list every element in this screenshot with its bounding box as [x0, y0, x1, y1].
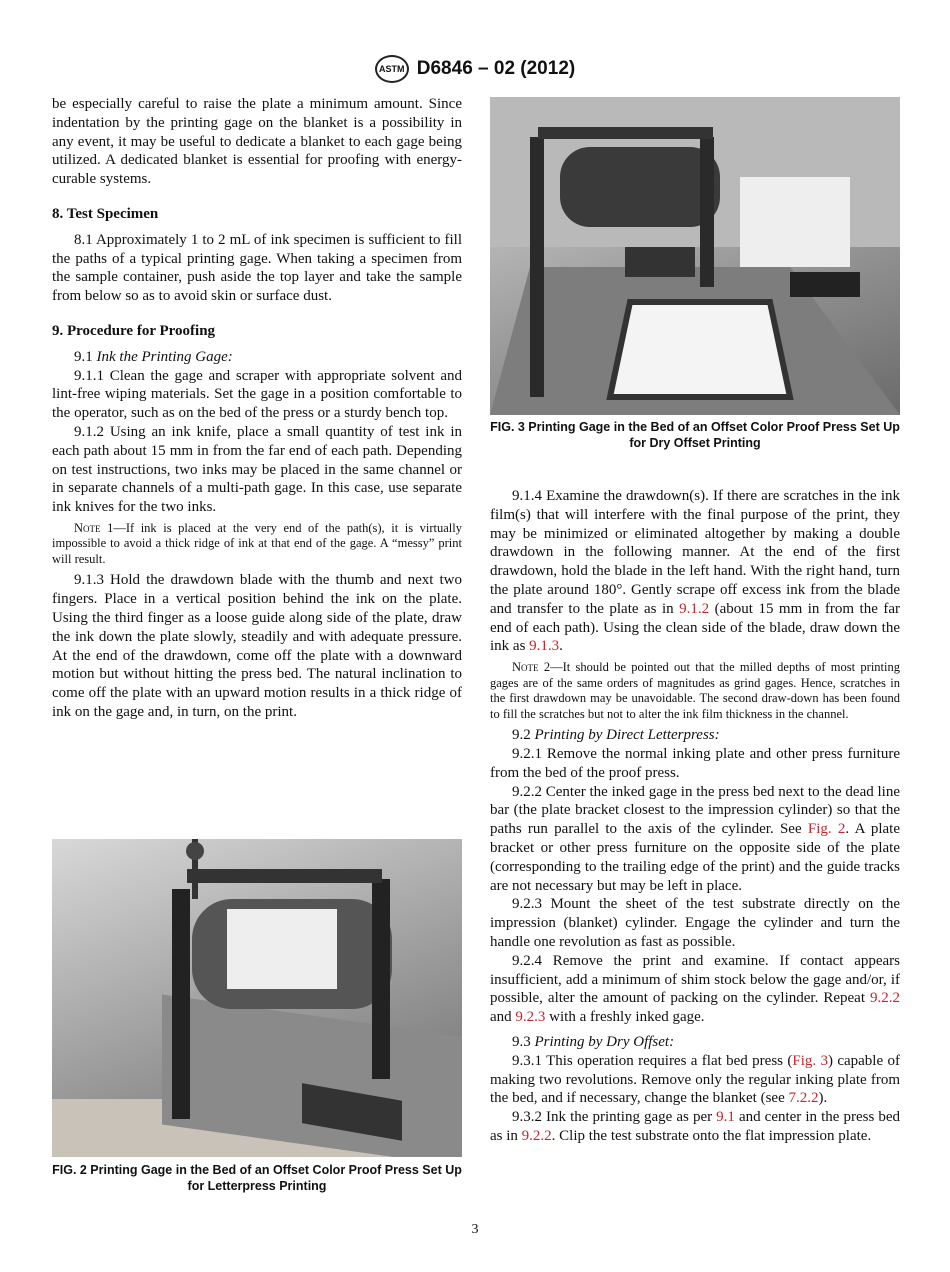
page-number: 3 — [471, 1222, 479, 1237]
paragraph-9-1-2: 9.1.2 Using an ink knife, place a small quantity of test ink in each path about 15 mm in from the far end of each path. Depending on test instructions, two inks may be placed in the same channel or in separate channels of a multi-path gage. In this case, use separate ink knives for the two inks. — [52, 423, 462, 516]
paragraph-9-3-1 — [490, 1052, 900, 1108]
printing-press-illustration — [52, 839, 462, 1157]
paragraph-9-3-2 — [490, 1108, 900, 1146]
left-column — [52, 95, 462, 722]
link-9-2-2[interactable]: 9.2.2 — [870, 990, 900, 1007]
paragraph-9-2-1: 9.2.1 Remove the normal inking plate and other press furniture from the bed of the proof press. — [490, 745, 900, 781]
link-9-1-3[interactable]: 9.1.3 — [529, 638, 560, 655]
paragraph-9-1-4 — [490, 487, 900, 656]
paragraph-9-1-3: 9.1.3 Hold the drawdown blade with the thumb and next two fingers. Place in a vertical position behind the ink on the plate. Using the third finger as a loose guide along side of the plate, draw the ink down the plate slowly, steadily and with adequate pressure. At the end of the drawdown, come off the plate with a downward motion but without hitting the press bed. The natural inclination to come off the plate with an upward motion results in a thick ridge of ink on the gage and, in turn, on the print. — [52, 572, 462, 721]
paragraph-9-2 — [490, 726, 900, 745]
link-7-2-2[interactable]: 7.2.2 — [788, 1090, 819, 1107]
paragraph-9-3 — [490, 1033, 900, 1052]
paragraph-9-1-1: 9.1.1 Clean the gage and scraper with appropriate solvent and lint-free wiping materials. Set the gage in a position comfortable to the operator, such as on the bed of the press or a sturdy bench top. — [52, 367, 462, 422]
note-text: —It should be pointed out that the milled depths of most printing gages are of the same orders of magnitudes as grind gages. Hence, scratches in the first drawdown may be unavoidable. The second draw-down has been found to fill the scratches but not to alter the ink film thickness in the channel. — [490, 660, 900, 721]
text: 9.2 — [512, 727, 535, 744]
text: . — [559, 638, 563, 655]
paragraph-9-2-4 — [490, 952, 900, 1027]
text: 9.2.2 Center the inked gage in the press bed next to the dead line bar (the plate bracket closest to the impression cylinder) so that the paths run parallel to the axis of the cylinder. See — [490, 783, 900, 838]
subheading: Printing by Dry Offset: — [534, 1033, 675, 1050]
section-heading-8: 8. Test Specimen — [52, 205, 159, 222]
figure-3-photo — [490, 97, 900, 415]
link-fig-3[interactable]: Fig. 3 — [792, 1052, 828, 1069]
right-column — [490, 487, 900, 1146]
paragraph-8-1: 8.1 Approximately 1 to 2 mL of ink specimen is sufficient to fill the paths of a typical printing gage. When taking a specimen from the sample container, push aside the top layer and take the sample from below so as to avoid skin or surface dust. — [52, 231, 462, 305]
standard-designation: D6846 – 02 (2012) — [416, 58, 576, 80]
paragraph-9-2-2 — [490, 783, 900, 896]
page-header — [0, 55, 950, 83]
text: 9.1.4 Examine the drawdown(s). If there are scratches in the ink film(s) that will interfere with the final purpose of the print, they may be minimized or eliminated altogether by making a double drawdown in the following manner. At the end of the first drawdown, hold the blade in the left hand. With the right hand, turn the plate around 180°. Gently scrape off excess ink from the blade and transfer to the plate as in — [490, 488, 900, 617]
text: 9.1 — [74, 348, 97, 365]
astm-logo: ASTM — [375, 55, 409, 83]
figure-2-photo — [52, 839, 462, 1157]
paragraph-9-2-3: 9.2.3 Mount the sheet of the test substrate directly on the impression (blanket) cylinder. Engage the cylinder and turn the handle one revolution as fast as possible. — [490, 896, 900, 950]
link-fig-2[interactable]: Fig. 2 — [807, 821, 846, 838]
text: 9.2.4 Remove the print and examine. If contact appears insufficient, add a minimum of shim stock below the gage and/or, if possible, alter the amount of packing on the cylinder. Repeat — [490, 952, 900, 1007]
text: ). — [818, 1090, 828, 1107]
printing-press-illustration — [490, 97, 900, 415]
link-9-2-2[interactable]: 9.2.2 — [521, 1127, 552, 1144]
figure-2-caption: FIG. 2 Printing Gage in the Bed of an Offset Color Proof Press Set Up for Letterpress Printing — [52, 1163, 462, 1193]
paragraph-9-1 — [52, 348, 462, 367]
link-9-1[interactable]: 9.1 — [716, 1109, 735, 1126]
figure-3-caption: FIG. 3 Printing Gage in the Bed of an Offset Color Proof Press Set Up for Dry Offset Printing — [490, 420, 900, 450]
text: and center in the press bed as in — [490, 1109, 900, 1144]
section-heading-9: 9. Procedure for Proofing — [52, 322, 216, 339]
text: with a freshly inked gage. — [545, 1009, 705, 1026]
note-2 — [490, 660, 900, 722]
text: . Clip the test substrate onto the flat impression plate. — [551, 1127, 872, 1144]
link-9-1-2[interactable]: 9.1.2 — [679, 600, 710, 617]
note-text: —If ink is placed at the very end of the path(s), it is virtually impossible to avoid a thick ridge of ink at that end of the gage. A “messy” print will result. — [52, 520, 462, 566]
text: and — [490, 1009, 516, 1026]
subheading: Printing by Direct Letterpress: — [534, 727, 720, 744]
subheading: Ink the Printing Gage: — [96, 348, 233, 365]
text: 9.3.1 This operation requires a flat bed press ( — [512, 1052, 793, 1069]
text: 9.3 — [512, 1033, 535, 1050]
note-label: Note 2 — [512, 660, 551, 675]
note-1 — [52, 521, 462, 568]
text: ) capable of making two revolutions. Remove only the regular inking plate from the bed, and if necessary, change the blanket (see — [490, 1052, 900, 1107]
link-9-2-3[interactable]: 9.2.3 — [515, 1009, 546, 1026]
text: . A plate bracket or other press furniture on the opposite side of the plate (corresponding to the trailing edge of the print) and the guide tracks are not necessary but may be left in place. — [490, 821, 900, 894]
paragraph: be especially careful to raise the plate a minimum amount. Since indentation by the printing gage on the blanket is a possibility in any event, it may be useful to dedicate a blanket to each gage being utilized. A dedicated blanket is essential for proofing with energy-curable systems. — [52, 96, 462, 188]
text: 9.3.2 Ink the printing gage as per — [512, 1109, 717, 1126]
text: (about 15 mm in from the far end of each path). Using the clean side of the blade, draw down the ink as — [490, 600, 900, 655]
note-label: Note 1 — [74, 520, 114, 535]
